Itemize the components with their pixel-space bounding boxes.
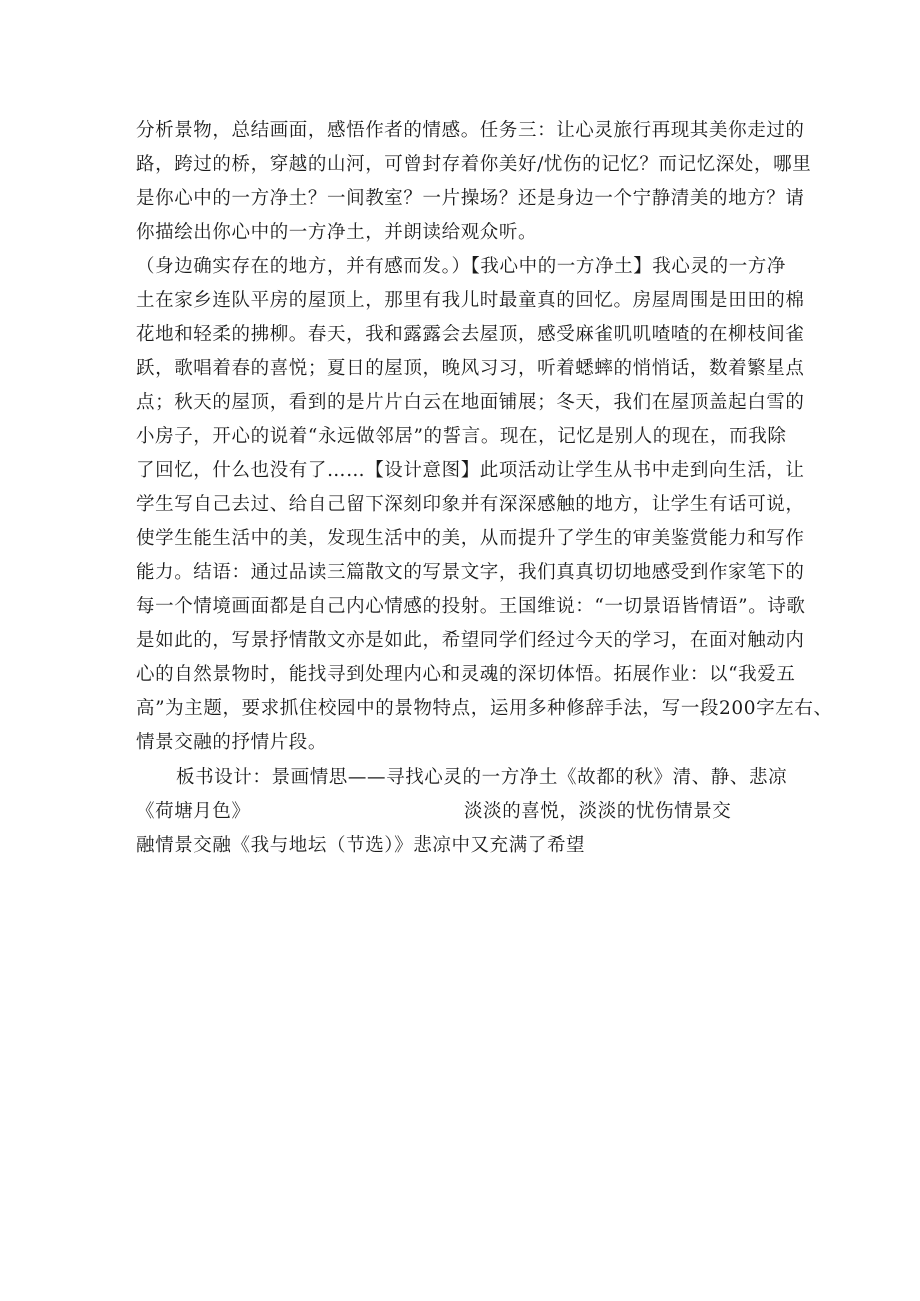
board-design-left: 《荷塘月色》	[136, 801, 251, 822]
paragraph-line: 情景交融的抒情片段。	[136, 732, 328, 753]
paragraph-line: 土在家乡连队平房的屋顶上，那里有我儿时最童真的回忆。房屋周围是田田的棉	[136, 290, 805, 311]
paragraph-line: 高”为主题，要求抓住校园中的景物特点，运用多种修辞手法，写一段200字左右、	[136, 698, 833, 719]
paragraph-line: 跃，歌唱着春的喜悦；夏日的屋顶，晚风习习，听着蟋蟀的悄悄话，数着繁星点	[136, 358, 805, 379]
paragraph-line: 点；秋天的屋顶，看到的是片片白云在地面铺展；冬天，我们在屋顶盖起白雪的	[136, 392, 805, 413]
paragraph-line: 学生写自己去过、给自己留下深刻印象并有深深感触的地方，让学生有话可说，	[136, 494, 805, 515]
paragraph-line: 你描绘出你心中的一方净土，并朗读给观众听。	[136, 222, 538, 243]
paragraph-line: （身边确实存在的地方，并有感而发。）【我心中的一方净土】我心灵的一方净	[136, 256, 787, 277]
board-design-right: 淡淡的喜悦，淡淡的忧伤情景交	[464, 801, 732, 822]
paragraph-line: 是你心中的一方净土？一间教室？一片操场？还是身边一个宁静清美的地方？请	[136, 188, 805, 209]
paragraph-line: 分析景物，总结画面，感悟作者的情感。任务三：让心灵旅行再现其美你走过的	[136, 120, 805, 141]
board-design-title: 板书设计：景画情思——寻找心灵的一方净土《故都的秋》清、静、悲凉	[176, 767, 788, 788]
paragraph-line: 能力。结语：通过品读三篇散文的写景文字，我们真真切切地感受到作家笔下的	[136, 562, 805, 583]
paragraph-line: 是如此的，写景抒情散文亦是如此，希望同学们经过今天的学习，在面对触动内	[136, 630, 805, 651]
paragraph-line: 小房子，开心的说着“永远做邻居”的誓言。现在，记忆是别人的现在，而我除	[136, 426, 787, 447]
paragraph-line: 路，跨过的桥，穿越的山河，可曾封存着你美好/忧伤的记忆？而记忆深处，哪里	[136, 154, 812, 175]
paragraph-line: 使学生能生活中的美，发现生活中的美，从而提升了学生的审美鉴赏能力和写作	[136, 528, 805, 549]
paragraph-line: 花地和轻柔的拂柳。春天，我和露露会去屋顶，感受麻雀叽叽喳喳的在柳枝间雀	[136, 324, 805, 345]
paragraph-line: 每一个情境画面都是自己内心情感的投射。王国维说：“一切景语皆情语”。诗歌	[136, 596, 806, 617]
board-design-line: 融情景交融《我与地坛（节选）》悲凉中又充满了希望	[136, 835, 586, 856]
paragraph-line: 了回忆，什么也没有了……【设计意图】此项活动让学生从书中走到向生活，让	[136, 460, 805, 481]
paragraph-line: 心的自然景物时，能找寻到处理内心和灵魂的深切体悟。拓展作业：以“我爱五	[136, 664, 796, 685]
